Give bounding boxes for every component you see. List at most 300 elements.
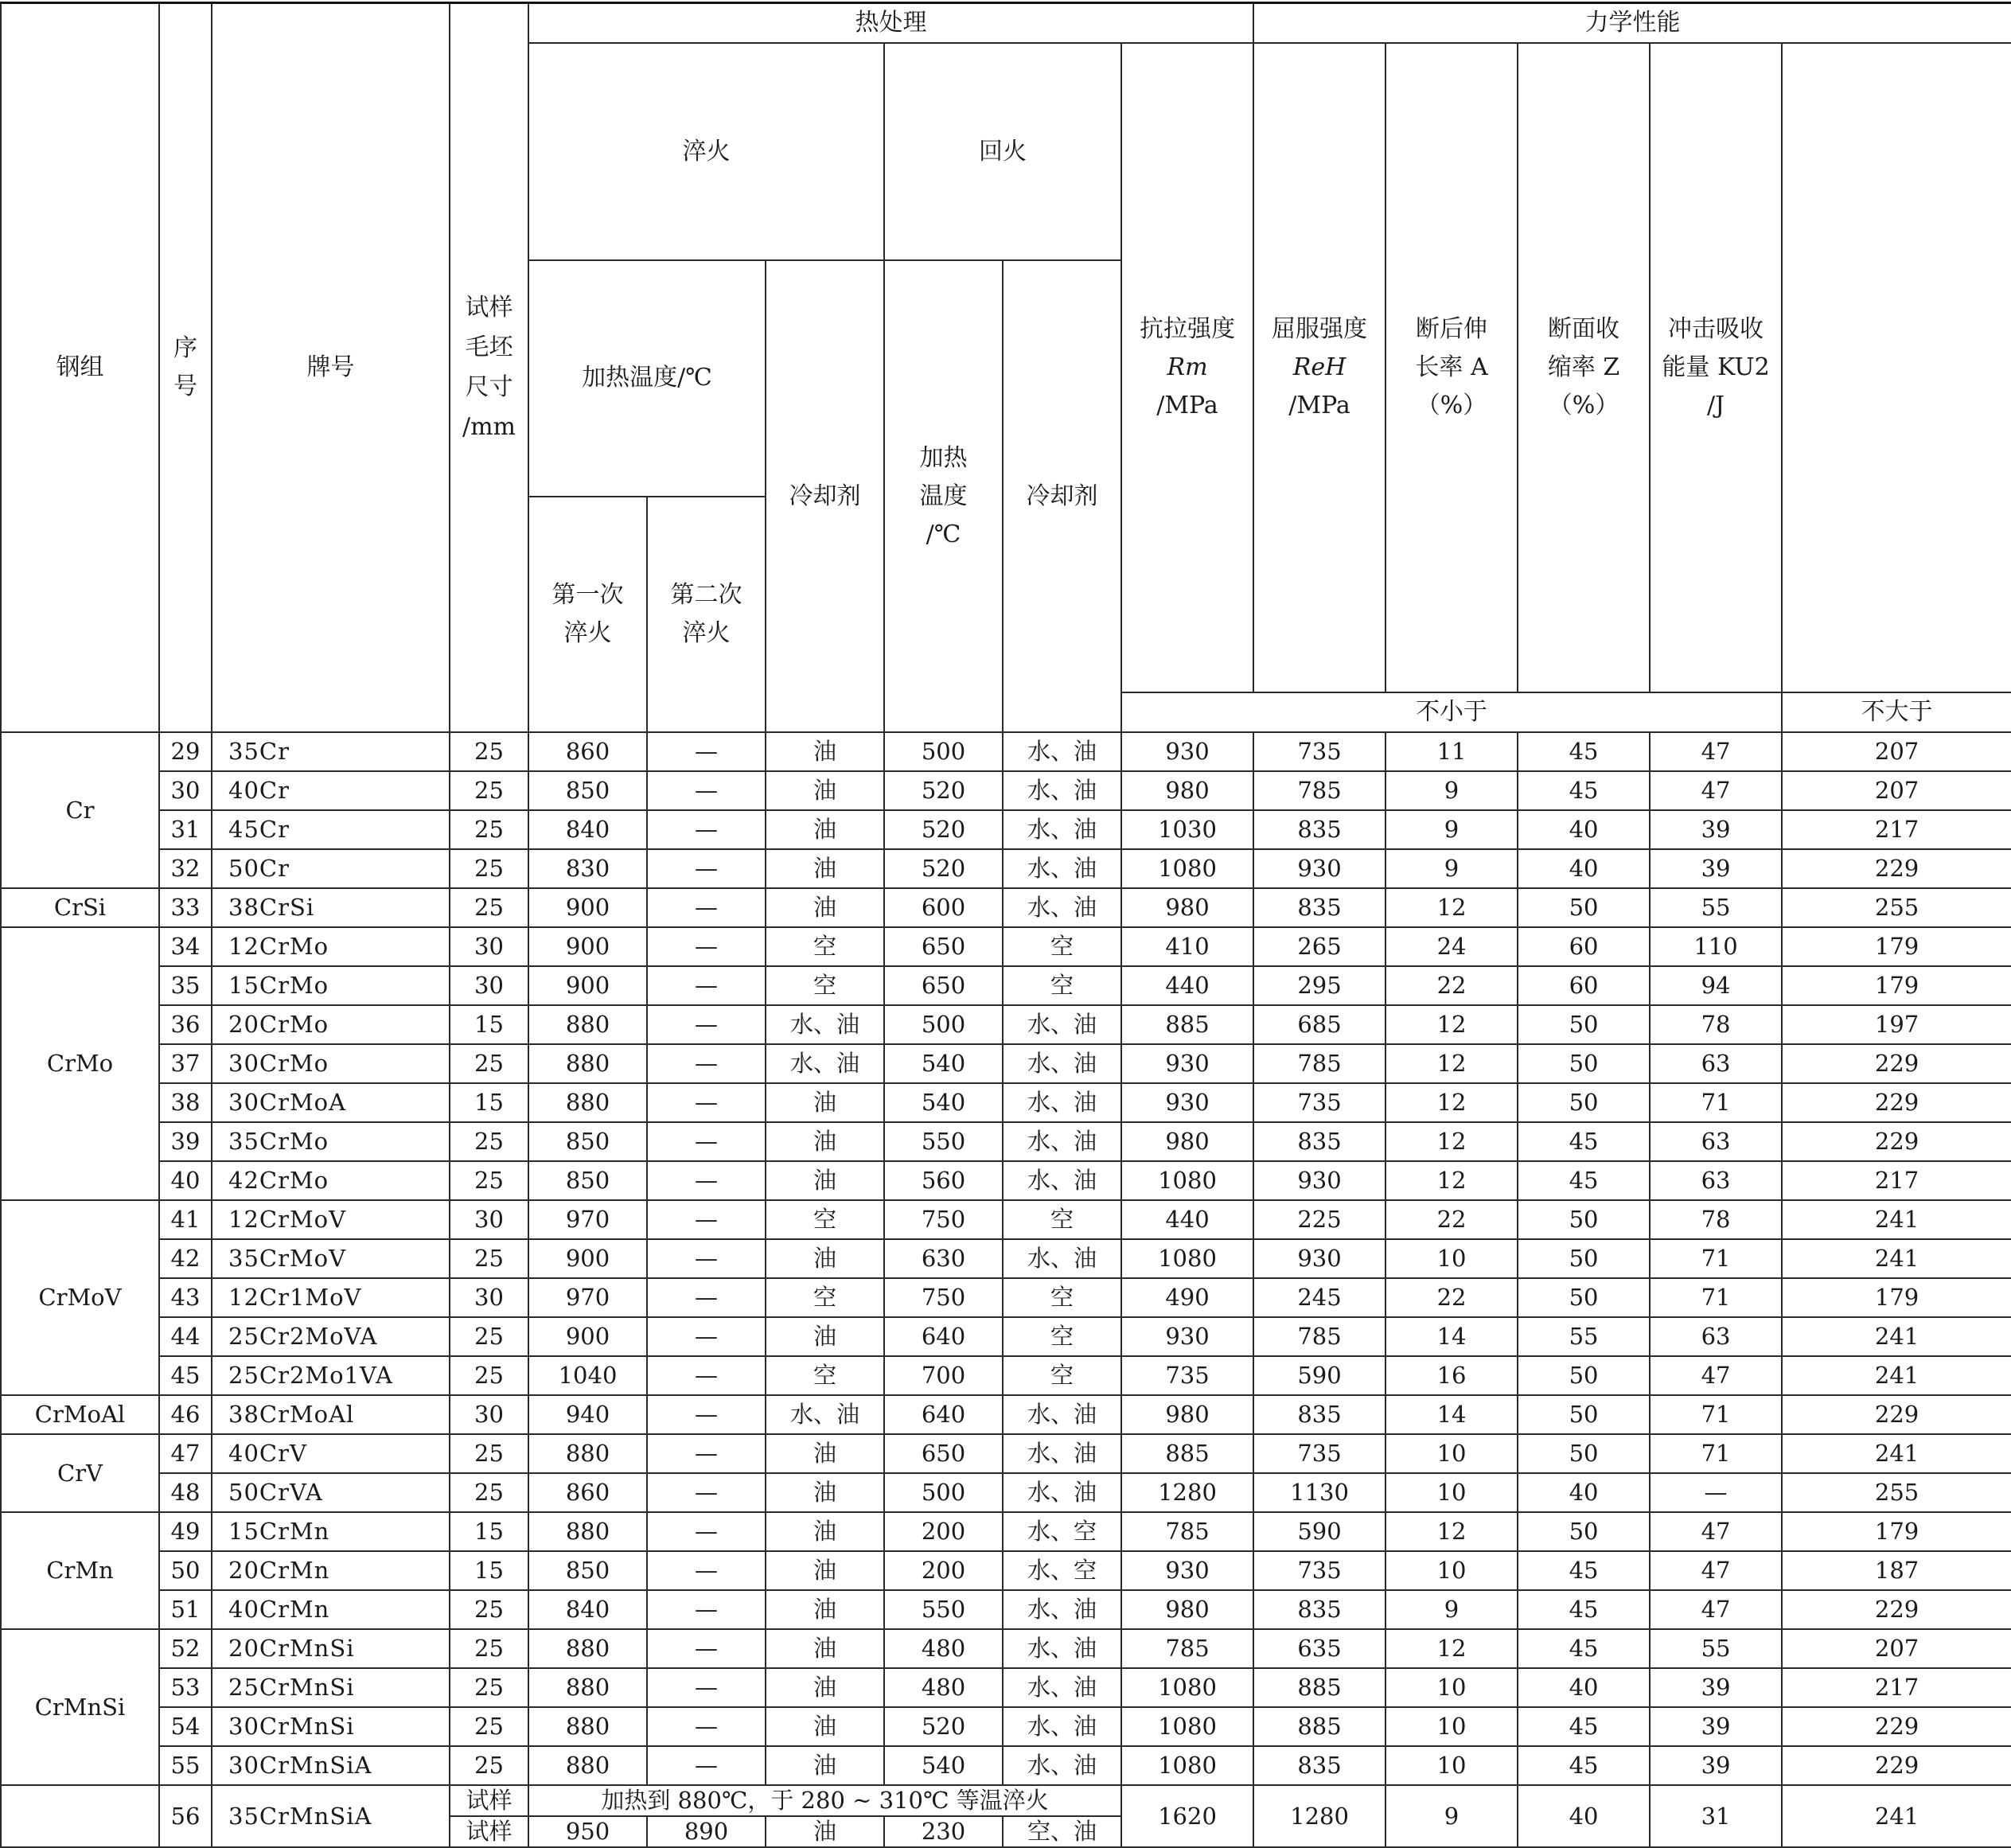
quench-coolant-cell: 油	[766, 732, 884, 771]
hardness-cell: 241	[1782, 1356, 2011, 1395]
temper-coolant-cell: 水、油	[1003, 1395, 1121, 1434]
serial-cell: 35	[159, 966, 212, 1005]
quench-coolant-cell: 油	[766, 1122, 884, 1161]
temper-temp-cell: 750	[884, 1200, 1003, 1239]
serial-cell: 39	[159, 1122, 212, 1161]
quench-coolant-cell: 油	[766, 1317, 884, 1356]
yield-strength-cell: 835	[1253, 810, 1385, 849]
hardness-cell: 229	[1782, 1044, 2011, 1083]
yield-strength-cell: 835	[1253, 1590, 1385, 1629]
temper-temp-cell: 480	[884, 1629, 1003, 1668]
serial-cell: 54	[159, 1707, 212, 1746]
impact-energy-cell: 55	[1650, 1629, 1782, 1668]
grade-cell: 30CrMoA	[212, 1083, 450, 1122]
second-quench-temp-cell: —	[647, 771, 766, 810]
elongation-cell: 12	[1385, 1122, 1518, 1161]
tensile-strength-cell: 930	[1121, 1083, 1253, 1122]
specimen-size-cell: 试样	[450, 1785, 528, 1816]
hardness-cell: 207	[1782, 771, 2011, 810]
first-quench-temp-cell: 830	[528, 849, 647, 888]
impact-energy-cell: 71	[1650, 1278, 1782, 1317]
elongation-cell: 9	[1385, 1785, 1518, 1847]
hardness-cell: 187	[1782, 1551, 2011, 1590]
table-row	[1, 966, 2011, 1005]
tensile-strength-cell: 1080	[1121, 1668, 1253, 1707]
hardness-cell: 229	[1782, 1083, 2011, 1122]
second-quench-temp-cell: —	[647, 810, 766, 849]
grade-cell: 40CrV	[212, 1434, 450, 1473]
first-quench-temp-cell: 880	[528, 1746, 647, 1785]
second-quench-temp-cell: —	[647, 1122, 766, 1161]
grade-cell: 35Cr	[212, 732, 450, 771]
table-row	[1, 1356, 2011, 1395]
yield-strength-cell: 785	[1253, 1044, 1385, 1083]
header-reduction-line: 缩率 Z	[1547, 353, 1620, 381]
tensile-strength-cell: 1080	[1121, 1239, 1253, 1278]
second-quench-temp-cell: —	[647, 1629, 766, 1668]
temper-coolant-cell: 水、油	[1003, 810, 1121, 849]
header-tensile-symbol: Rm	[1167, 353, 1208, 381]
quench-coolant-cell: 油	[766, 1239, 884, 1278]
second-quench-temp-cell: —	[647, 1278, 766, 1317]
grade-cell: 20CrMnSi	[212, 1629, 450, 1668]
specimen-size-cell: 30	[450, 1278, 528, 1317]
elongation-cell: 12	[1385, 1512, 1518, 1551]
first-quench-temp-cell: 900	[528, 888, 647, 927]
first-quench-temp-cell: 840	[528, 810, 647, 849]
table-row	[1, 1590, 2011, 1629]
impact-energy-cell: 39	[1650, 849, 1782, 888]
header-yield-line: 屈服强度	[1272, 315, 1368, 343]
first-quench-temp-cell: 900	[528, 1239, 647, 1278]
header-mechanical: 力学性能	[1253, 3, 2011, 44]
table-row	[1, 1434, 2011, 1473]
table-row	[1, 810, 2011, 849]
temper-temp-cell: 640	[884, 1395, 1003, 1434]
hardness-cell: 217	[1782, 810, 2011, 849]
tensile-strength-cell: 1030	[1121, 810, 1253, 849]
temper-coolant-cell: 空	[1003, 1356, 1121, 1395]
yield-strength-cell: 835	[1253, 1746, 1385, 1785]
temper-temp-cell: 520	[884, 1707, 1003, 1746]
impact-energy-cell: 94	[1650, 966, 1782, 1005]
tensile-strength-cell: 930	[1121, 1551, 1253, 1590]
table-row	[1, 732, 2011, 771]
table-header	[1, 3, 2011, 733]
specimen-size-cell: 25	[450, 732, 528, 771]
specimen-size-cell: 25	[450, 1434, 528, 1473]
hardness-cell: 179	[1782, 966, 2011, 1005]
elongation-cell: 16	[1385, 1356, 1518, 1395]
impact-energy-cell: 47	[1650, 1512, 1782, 1551]
table-row	[1, 1551, 2011, 1590]
impact-energy-cell: 47	[1650, 1590, 1782, 1629]
temper-coolant-cell: 水、油	[1003, 1083, 1121, 1122]
grade-cell: 15CrMn	[212, 1512, 450, 1551]
serial-cell: 41	[159, 1200, 212, 1239]
second-quench-temp-cell: —	[647, 1161, 766, 1200]
header-elongation	[1385, 43, 1518, 692]
elongation-cell: 10	[1385, 1434, 1518, 1473]
temper-coolant-cell: 水、油	[1003, 771, 1121, 810]
temper-coolant-cell: 水、油	[1003, 732, 1121, 771]
header-serial-no-line: 序	[173, 334, 197, 362]
table-row	[1, 1473, 2011, 1512]
grade-cell: 40CrMn	[212, 1590, 450, 1629]
reduction-cell: 60	[1518, 927, 1650, 966]
impact-energy-cell: 39	[1650, 1707, 1782, 1746]
hardness-cell: 207	[1782, 732, 2011, 771]
temper-temp-cell: 520	[884, 810, 1003, 849]
temper-temp-cell: 540	[884, 1083, 1003, 1122]
first-quench-temp-cell: 900	[528, 927, 647, 966]
tensile-strength-cell: 930	[1121, 732, 1253, 771]
serial-cell: 37	[159, 1044, 212, 1083]
second-quench-temp-cell: —	[647, 1044, 766, 1083]
table-row	[1, 888, 2011, 927]
specimen-size-cell: 25	[450, 771, 528, 810]
temper-coolant-cell: 水、油	[1003, 1239, 1121, 1278]
yield-strength-cell: 635	[1253, 1629, 1385, 1668]
reduction-cell: 45	[1518, 1161, 1650, 1200]
reduction-cell: 40	[1518, 849, 1650, 888]
temper-coolant-cell: 空、油	[1003, 1816, 1121, 1847]
first-quench-temp-cell: 1040	[528, 1356, 647, 1395]
header-temper-heating-line: 温度	[919, 481, 968, 510]
specimen-size-cell: 30	[450, 1395, 528, 1434]
impact-energy-cell: 78	[1650, 1005, 1782, 1044]
quench-coolant-cell: 油	[766, 771, 884, 810]
tensile-strength-cell: 980	[1121, 1122, 1253, 1161]
temper-coolant-cell: 空	[1003, 927, 1121, 966]
quench-coolant-cell: 油	[766, 1590, 884, 1629]
serial-cell: 44	[159, 1317, 212, 1356]
specimen-size-cell: 25	[450, 1356, 528, 1395]
elongation-cell: 22	[1385, 1200, 1518, 1239]
second-quench-temp-cell: —	[647, 1551, 766, 1590]
table-row	[1, 1317, 2011, 1356]
quench-coolant-cell: 油	[766, 1707, 884, 1746]
temper-temp-cell: 200	[884, 1551, 1003, 1590]
grade-cell: 38CrSi	[212, 888, 450, 927]
steel-group-cell: CrV	[1, 1434, 159, 1512]
specimen-size-cell: 30	[450, 1200, 528, 1239]
table-row	[1, 1629, 2011, 1668]
header-heating-temp: 加热温度/℃	[528, 260, 766, 496]
yield-strength-cell: 835	[1253, 1395, 1385, 1434]
yield-strength-cell: 835	[1253, 888, 1385, 927]
grade-cell: 38CrMoAl	[212, 1395, 450, 1434]
elongation-cell: 22	[1385, 1278, 1518, 1317]
reduction-cell: 50	[1518, 1278, 1650, 1317]
reduction-cell: 40	[1518, 1668, 1650, 1707]
header-tensile-unit: /MPa	[1156, 392, 1218, 419]
table-row	[1, 1395, 2011, 1434]
temper-coolant-cell: 水、油	[1003, 1668, 1121, 1707]
tensile-strength-cell: 785	[1121, 1512, 1253, 1551]
grade-cell: 12CrMo	[212, 927, 450, 966]
quench-coolant-cell: 油	[766, 1746, 884, 1785]
serial-cell: 36	[159, 1005, 212, 1044]
elongation-cell: 12	[1385, 888, 1518, 927]
first-quench-temp-cell: 860	[528, 1473, 647, 1512]
impact-energy-cell: 71	[1650, 1239, 1782, 1278]
temper-temp-cell: 500	[884, 1005, 1003, 1044]
header-heat-treatment: 热处理	[528, 3, 1253, 44]
quench-coolant-cell: 油	[766, 849, 884, 888]
tensile-strength-cell: 1080	[1121, 1746, 1253, 1785]
elongation-cell: 10	[1385, 1668, 1518, 1707]
serial-cell: 50	[159, 1551, 212, 1590]
temper-coolant-cell: 空	[1003, 1317, 1121, 1356]
reduction-cell: 50	[1518, 1395, 1650, 1434]
yield-strength-cell: 930	[1253, 849, 1385, 888]
tensile-strength-cell: 410	[1121, 927, 1253, 966]
elongation-cell: 9	[1385, 849, 1518, 888]
yield-strength-cell: 735	[1253, 1083, 1385, 1122]
first-quench-temp-cell: 850	[528, 1551, 647, 1590]
temper-coolant-cell: 水、油	[1003, 1005, 1121, 1044]
serial-cell: 34	[159, 927, 212, 966]
temper-temp-cell: 520	[884, 771, 1003, 810]
table-row	[1, 1083, 2011, 1122]
steel-group-cell: CrSi	[1, 888, 159, 927]
temper-temp-cell: 200	[884, 1512, 1003, 1551]
header-tensile-line: 抗拉强度	[1140, 315, 1236, 343]
impact-energy-cell: 55	[1650, 888, 1782, 927]
yield-strength-cell: 835	[1253, 1122, 1385, 1161]
impact-energy-cell: 63	[1650, 1161, 1782, 1200]
tensile-strength-cell: 885	[1121, 1434, 1253, 1473]
tensile-strength-cell: 1080	[1121, 1707, 1253, 1746]
first-quench-temp-cell: 850	[528, 1161, 647, 1200]
temper-coolant-cell: 水、油	[1003, 1161, 1121, 1200]
second-quench-temp-cell: —	[647, 1083, 766, 1122]
impact-energy-cell: 63	[1650, 1044, 1782, 1083]
first-quench-temp-cell: 850	[528, 771, 647, 810]
specimen-size-cell: 25	[450, 849, 528, 888]
impact-energy-cell: 47	[1650, 771, 1782, 810]
yield-strength-cell: 1130	[1253, 1473, 1385, 1512]
serial-cell: 52	[159, 1629, 212, 1668]
header-temper: 回火	[884, 43, 1121, 260]
specimen-size-cell: 30	[450, 966, 528, 1005]
specimen-size-cell: 25	[450, 1629, 528, 1668]
hardness-cell: 255	[1782, 1473, 2011, 1512]
first-quench-temp-cell: 880	[528, 1005, 647, 1044]
second-quench-temp-cell: —	[647, 966, 766, 1005]
reduction-cell: 45	[1518, 1707, 1650, 1746]
temper-temp-cell: 500	[884, 732, 1003, 771]
temper-temp-cell: 520	[884, 849, 1003, 888]
yield-strength-cell: 225	[1253, 1200, 1385, 1239]
second-quench-temp-cell: —	[647, 1239, 766, 1278]
grade-cell: 30CrMnSi	[212, 1707, 450, 1746]
header-tensile	[1121, 43, 1253, 692]
elongation-cell: 9	[1385, 810, 1518, 849]
yield-strength-cell: 930	[1253, 1161, 1385, 1200]
elongation-cell: 12	[1385, 1629, 1518, 1668]
elongation-cell: 10	[1385, 1707, 1518, 1746]
yield-strength-cell: 785	[1253, 1317, 1385, 1356]
hardness-cell: 179	[1782, 927, 2011, 966]
quench-coolant-cell: 水、油	[766, 1044, 884, 1083]
serial-cell: 38	[159, 1083, 212, 1122]
serial-cell: 46	[159, 1395, 212, 1434]
specimen-size-cell: 25	[450, 1590, 528, 1629]
specimen-size-cell: 25	[450, 1317, 528, 1356]
reduction-cell: 50	[1518, 1356, 1650, 1395]
elongation-cell: 12	[1385, 1044, 1518, 1083]
hardness-cell: 217	[1782, 1668, 2011, 1707]
specimen-size-cell: 25	[450, 1668, 528, 1707]
serial-cell: 49	[159, 1512, 212, 1551]
temper-coolant-cell: 水、油	[1003, 1707, 1121, 1746]
temper-coolant-cell: 水、油	[1003, 1434, 1121, 1473]
grade-cell: 20CrMo	[212, 1005, 450, 1044]
tensile-strength-cell: 735	[1121, 1356, 1253, 1395]
temper-coolant-cell: 水、油	[1003, 1590, 1121, 1629]
grade-cell: 30CrMo	[212, 1044, 450, 1083]
elongation-cell: 11	[1385, 732, 1518, 771]
steel-group-cell: CrMnSi	[1, 1629, 159, 1785]
table-row	[1, 1239, 2011, 1278]
specimen-size-cell: 15	[450, 1551, 528, 1590]
serial-cell: 33	[159, 888, 212, 927]
table-body	[1, 732, 2011, 1847]
second-quench-temp-cell: —	[647, 888, 766, 927]
impact-energy-cell: —	[1650, 1473, 1782, 1512]
temper-temp-cell: 700	[884, 1356, 1003, 1395]
specimen-size-cell: 15	[450, 1083, 528, 1122]
header-first-quench-line: 淬火	[563, 618, 612, 647]
first-quench-temp-cell: 880	[528, 1629, 647, 1668]
reduction-cell: 45	[1518, 1590, 1650, 1629]
table-row	[1, 1785, 2011, 1816]
header-specimen-line: 毛坯	[465, 333, 513, 361]
reduction-cell: 50	[1518, 1044, 1650, 1083]
serial-cell: 55	[159, 1746, 212, 1785]
tensile-strength-cell: 1080	[1121, 849, 1253, 888]
grade-cell: 45Cr	[212, 810, 450, 849]
serial-cell: 40	[159, 1161, 212, 1200]
impact-energy-cell: 47	[1650, 732, 1782, 771]
yield-strength-cell: 735	[1253, 732, 1385, 771]
table-row	[1, 1512, 2011, 1551]
quench-coolant-cell: 水、油	[766, 1005, 884, 1044]
second-quench-temp-cell: —	[647, 1707, 766, 1746]
table-row	[1, 1044, 2011, 1083]
reduction-cell: 60	[1518, 966, 1650, 1005]
hardness-cell: 229	[1782, 1746, 2011, 1785]
header-impact-line: 能量 KU2	[1662, 353, 1770, 381]
tensile-strength-cell: 490	[1121, 1278, 1253, 1317]
impact-energy-cell: 71	[1650, 1434, 1782, 1473]
grade-cell: 20CrMn	[212, 1551, 450, 1590]
temper-coolant-cell: 空	[1003, 966, 1121, 1005]
quench-coolant-cell: 油	[766, 1083, 884, 1122]
header-yield-symbol: ReH	[1292, 353, 1347, 381]
reduction-cell: 50	[1518, 888, 1650, 927]
first-quench-temp-cell: 850	[528, 1122, 647, 1161]
reduction-cell: 55	[1518, 1317, 1650, 1356]
yield-strength-cell: 735	[1253, 1551, 1385, 1590]
temper-temp-cell: 560	[884, 1161, 1003, 1200]
reduction-cell: 50	[1518, 1083, 1650, 1122]
quench-coolant-cell: 油	[766, 1161, 884, 1200]
tensile-strength-cell: 980	[1121, 1395, 1253, 1434]
elongation-cell: 9	[1385, 1590, 1518, 1629]
second-quench-temp-cell: —	[647, 1668, 766, 1707]
tensile-strength-cell: 930	[1121, 1044, 1253, 1083]
header-first-quench-line: 第一次	[551, 580, 624, 609]
specimen-size-cell: 25	[450, 1707, 528, 1746]
quench-coolant-cell: 空	[766, 1200, 884, 1239]
reduction-cell: 40	[1518, 1473, 1650, 1512]
quench-coolant-cell: 油	[766, 1551, 884, 1590]
elongation-cell: 10	[1385, 1239, 1518, 1278]
temper-temp-cell: 480	[884, 1668, 1003, 1707]
header-elongation-line: 断后伸	[1416, 315, 1488, 343]
tensile-strength-cell: 980	[1121, 771, 1253, 810]
yield-strength-cell: 885	[1253, 1668, 1385, 1707]
impact-energy-cell: 78	[1650, 1200, 1782, 1239]
header-specimen-size	[450, 3, 528, 733]
temper-coolant-cell: 水、空	[1003, 1512, 1121, 1551]
header-second-quench-line: 淬火	[682, 618, 731, 647]
table-row	[1, 1122, 2011, 1161]
specimen-size-cell: 25	[450, 1746, 528, 1785]
impact-energy-cell: 47	[1650, 1356, 1782, 1395]
header-quench-coolant: 冷却剂	[766, 260, 884, 732]
quench-coolant-cell: 油	[766, 1668, 884, 1707]
table-row	[1, 849, 2011, 888]
specimen-size-cell: 试样	[450, 1816, 528, 1847]
header-specimen-line: 试样	[465, 294, 513, 322]
temper-coolant-cell: 水、油	[1003, 1473, 1121, 1512]
temper-temp-cell: 540	[884, 1044, 1003, 1083]
reduction-cell: 45	[1518, 1629, 1650, 1668]
second-quench-temp-cell: —	[647, 1512, 766, 1551]
temper-temp-cell: 550	[884, 1590, 1003, 1629]
first-quench-temp-cell: 840	[528, 1590, 647, 1629]
elongation-cell: 9	[1385, 771, 1518, 810]
grade-cell: 30CrMnSiA	[212, 1746, 450, 1785]
tensile-strength-cell: 1620	[1121, 1785, 1253, 1847]
first-quench-temp-cell: 880	[528, 1434, 647, 1473]
second-quench-temp-cell: —	[647, 1200, 766, 1239]
specimen-size-cell: 25	[450, 1473, 528, 1512]
steel-properties-table	[0, 2, 2011, 1848]
quench-coolant-cell: 油	[766, 1629, 884, 1668]
temper-temp-cell: 650	[884, 966, 1003, 1005]
serial-cell: 29	[159, 732, 212, 771]
reduction-cell: 45	[1518, 1122, 1650, 1161]
grade-cell: 25CrMnSi	[212, 1668, 450, 1707]
temper-coolant-cell: 水、油	[1003, 1746, 1121, 1785]
header-serial-no-line: 号	[173, 372, 197, 400]
elongation-cell: 14	[1385, 1395, 1518, 1434]
steel-properties-table-container	[0, 2, 2011, 1848]
grade-cell: 50CrVA	[212, 1473, 450, 1512]
grade-cell: 12Cr1MoV	[212, 1278, 450, 1317]
first-quench-temp-cell: 940	[528, 1395, 647, 1434]
temper-temp-cell: 500	[884, 1473, 1003, 1512]
elongation-cell: 10	[1385, 1551, 1518, 1590]
hardness-cell: 229	[1782, 1395, 2011, 1434]
elongation-cell: 12	[1385, 1161, 1518, 1200]
yield-strength-cell: 265	[1253, 927, 1385, 966]
